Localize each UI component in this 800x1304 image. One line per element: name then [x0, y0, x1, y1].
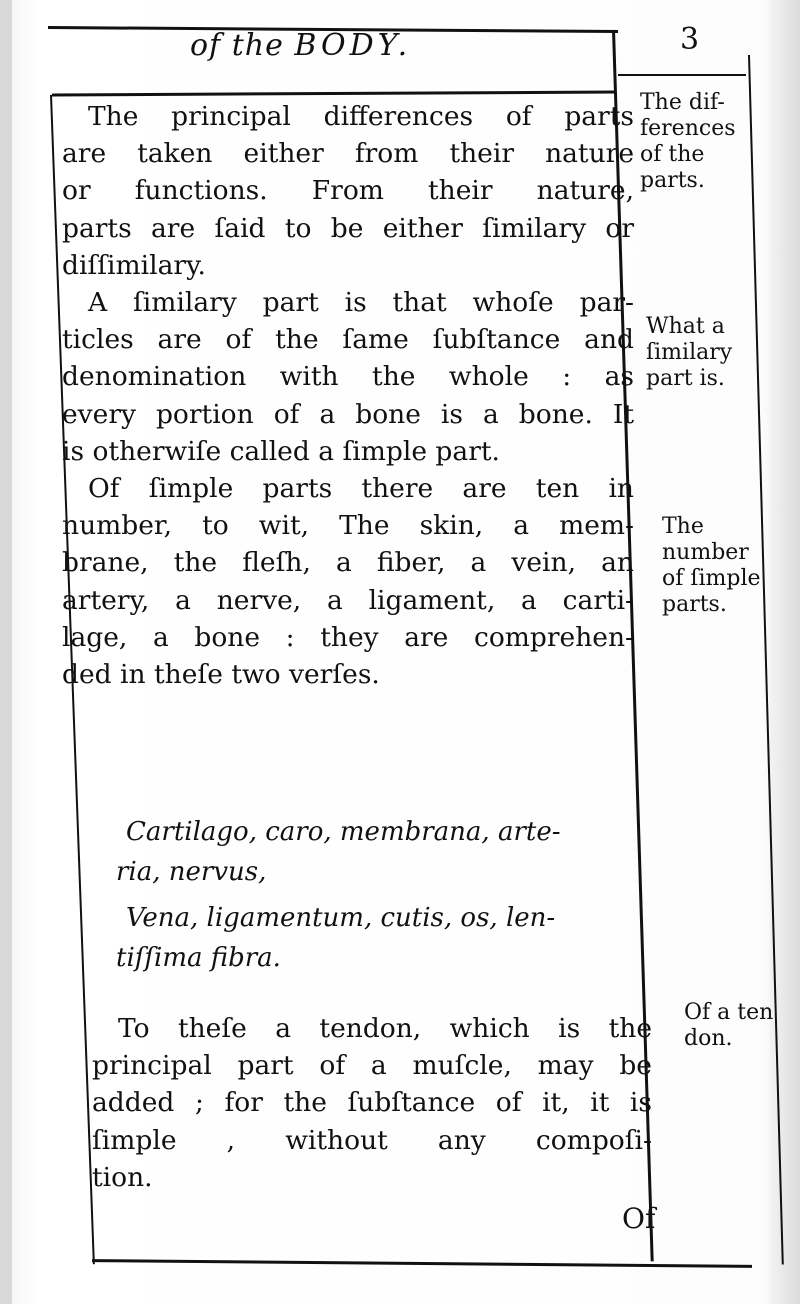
tendon-text — [92, 1010, 652, 1196]
text-line: artery, a nerve, a ligament, a carti- — [62, 584, 634, 616]
margin-note-similary — [646, 314, 732, 392]
text-line: ticles are of the ſame ſubſtance and — [62, 324, 634, 356]
margin-note-differences — [640, 90, 736, 194]
header-rule — [52, 91, 616, 97]
main-text — [62, 98, 634, 693]
margin-note-number — [662, 514, 761, 618]
text-line: every portion of a bone is a bone. It — [62, 398, 634, 430]
paragraph-simple-parts — [62, 470, 634, 693]
text-line: principal part of a muſcle, may be — [92, 1050, 652, 1082]
text-line: brane, the fleſh, a fiber, a vein, an — [62, 547, 634, 579]
facing-page-edge — [770, 0, 800, 1304]
page-spine-shadow — [0, 0, 12, 1304]
verse-line: Vena, ligamentum, cutis, os, len- — [126, 903, 556, 933]
verse-line: tiſſima fibra. — [116, 943, 281, 973]
running-head-title: BODY. — [294, 28, 412, 63]
text-line: or functions. From their nature, — [62, 175, 634, 207]
note-line: part is. — [646, 366, 725, 391]
text-line: ded in theſe two verſes. — [62, 659, 380, 691]
paragraph-differences — [62, 98, 634, 284]
text-line: denomination with the whole : as — [62, 361, 634, 393]
text-line: number, to wit, The skin, a mem- — [62, 510, 634, 542]
text-line: parts are ſaid to be either ſimilary or — [62, 212, 634, 244]
catchword: Of — [622, 1202, 656, 1235]
text-line: ſimple , without any compoſi- — [92, 1124, 652, 1156]
note-line: What a — [646, 314, 725, 339]
note-line: The — [662, 514, 704, 539]
note-line: of ſimple — [662, 566, 761, 591]
note-line: The dif- — [640, 90, 725, 115]
text-line: lage, a bone : they are comprehen- — [62, 621, 634, 653]
verse-line: Cartilago, caro, membrana, arte- — [126, 817, 561, 847]
paragraph-similary-part — [62, 284, 634, 470]
text-line: A ſimilary part is that whoſe par- — [88, 287, 634, 319]
note-line: don. — [684, 1026, 733, 1051]
paragraph-tendon — [92, 1010, 652, 1196]
running-head — [190, 28, 411, 63]
text-line: are taken either from their nature — [62, 138, 634, 170]
verse-line: ria, nervus, — [116, 857, 267, 887]
margin-header-rule — [618, 74, 746, 76]
text-line: Of ſimple parts there are ten in — [88, 473, 634, 505]
note-line: parts. — [662, 592, 727, 617]
text-line: is otherwiſe called a ſimple part. — [62, 435, 500, 467]
text-line: diſſimilary. — [62, 249, 206, 281]
note-line: ſimilary — [646, 340, 733, 365]
note-line: Of a ten — [684, 1000, 774, 1025]
text-line: tion. — [92, 1161, 153, 1193]
note-line: number — [662, 540, 749, 565]
note-line: parts. — [640, 168, 705, 193]
text-line: added ; for the ſubſtance of it, it is — [92, 1087, 652, 1119]
running-head-prefix: of the — [190, 28, 284, 63]
latin-verse — [116, 812, 646, 978]
note-line: of the — [640, 142, 705, 167]
note-line: ferences — [640, 116, 736, 141]
page-number: 3 — [680, 22, 700, 57]
text-line: The principal differences of parts — [88, 101, 634, 132]
margin-note-tendon — [684, 1000, 773, 1052]
text-line: To theſe a tendon, which is the — [118, 1013, 652, 1044]
